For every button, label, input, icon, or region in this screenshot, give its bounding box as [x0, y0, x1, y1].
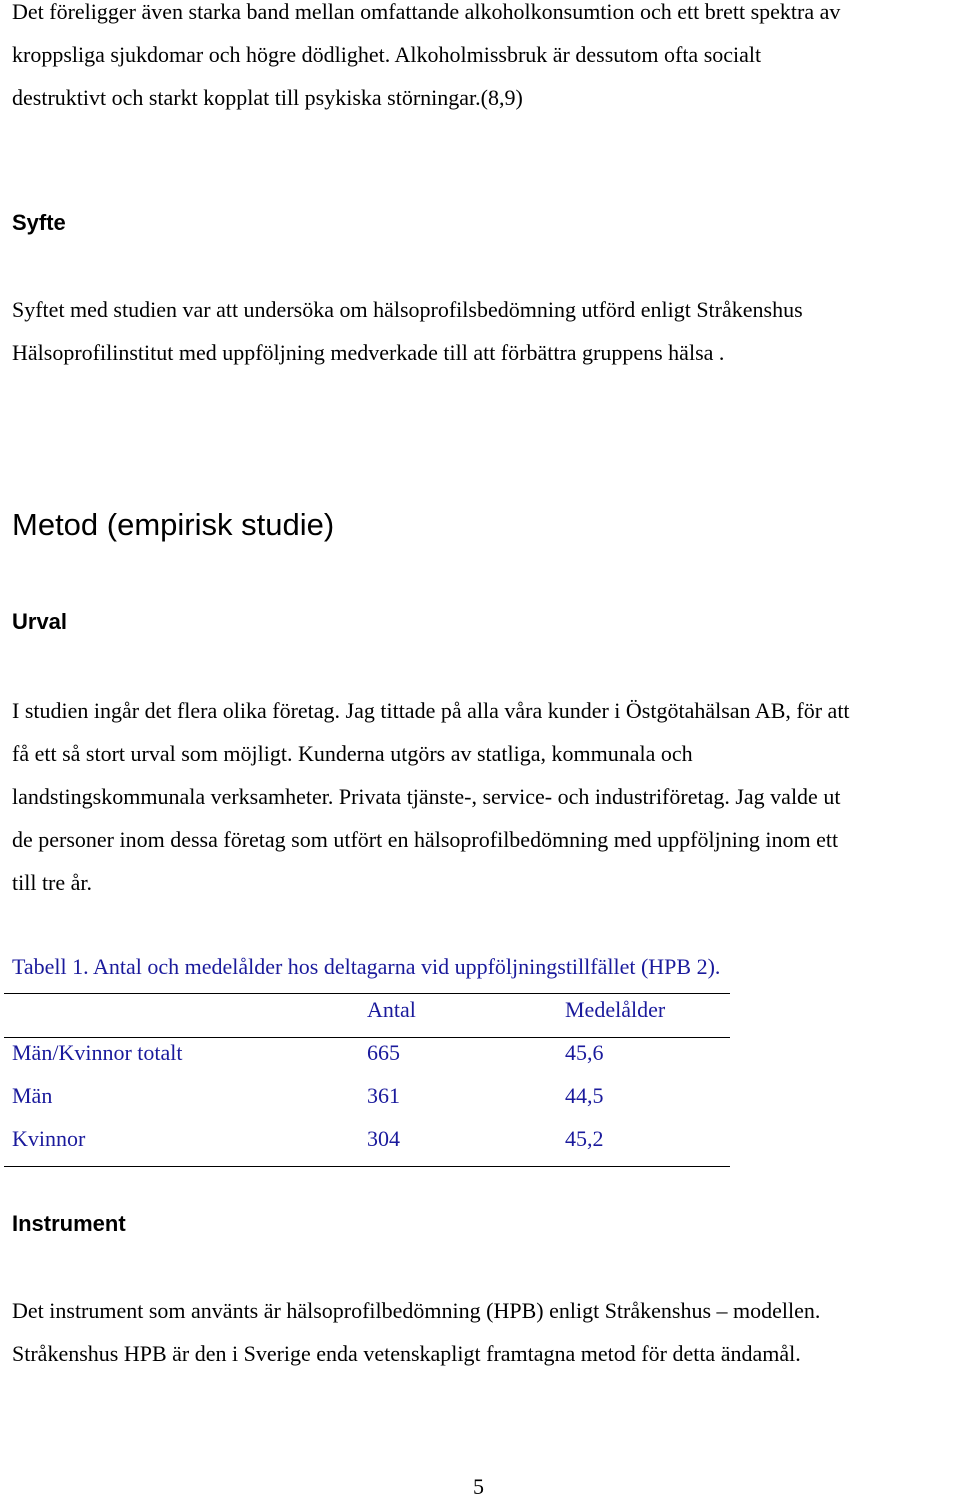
text-line: Stråkenshus HPB är den i Sverige enda vetenskapligt framtagna metod för detta ändamål.	[12, 1341, 801, 1366]
text-line: Syftet med studien var att undersöka om hälsoprofilsbedömning utförd enligt Stråkenshus	[12, 297, 803, 322]
urval-paragraph	[12, 689, 957, 904]
section-heading-syfte: Syfte	[12, 210, 66, 235]
column-header-medelalder: Medelålder	[565, 997, 666, 1022]
cell-medelalder: 45,2	[565, 1126, 604, 1151]
subsection-heading-instrument: Instrument	[12, 1211, 126, 1236]
table-caption: Tabell 1. Antal och medelålder hos deltagarna vid uppföljningstillfället (HPB 2).	[12, 954, 721, 979]
cell-antal: 665	[367, 1040, 400, 1065]
cell-antal: 361	[367, 1083, 400, 1108]
text-line: till tre år.	[12, 870, 93, 895]
text-line: destruktivt och starkt kopplat till psykiska störningar.(8,9)	[12, 85, 523, 110]
text-line: de personer inom dessa företag som utfört en hälsoprofilbedömning med uppföljning inom ett	[12, 827, 839, 852]
text-line: kroppsliga sjukdomar och högre dödlighet. Alkoholmissbruk är dessutom ofta socialt	[12, 42, 762, 67]
syfte-paragraph	[12, 288, 957, 374]
cell-medelalder: 45,6	[565, 1040, 604, 1065]
row-label: Kvinnor	[12, 1126, 86, 1151]
row-label: Män/Kvinnor totalt	[12, 1040, 183, 1065]
subsection-heading-urval: Urval	[12, 609, 68, 634]
cell-antal: 304	[367, 1126, 400, 1151]
text-line: Det instrument som använts är hälsoprofilbedömning (HPB) enligt Stråkenshus – modellen.	[12, 1298, 821, 1323]
cell-medelalder: 44,5	[565, 1083, 604, 1108]
page-number: 5	[473, 1474, 484, 1499]
section-heading-metod: Metod (empirisk studie)	[12, 507, 335, 542]
text-line: Det föreligger även starka band mellan omfattande alkoholkonsumtion och ett brett spektra av	[12, 0, 841, 24]
text-line: Hälsoprofilinstitut med uppföljning medverkade till att förbättra gruppens hälsa .	[12, 340, 725, 365]
text-line: få ett så stort urval som möjligt. Kunderna utgörs av statliga, kommunala och	[12, 741, 693, 766]
text-line: I studien ingår det flera olika företag. Jag tittade på alla våra kunder i Östgötahälsan AB, för att	[12, 698, 850, 723]
row-label: Män	[12, 1083, 53, 1108]
intro-paragraph	[12, 0, 957, 119]
instrument-paragraph	[12, 1289, 957, 1375]
text-line: landstingskommunala verksamheter. Privata tjänste-, service- och industriföretag. Jag valde ut	[12, 784, 841, 809]
column-header-antal: Antal	[367, 997, 416, 1022]
table-top-rule	[4, 993, 730, 994]
table-bottom-rule	[4, 1166, 730, 1167]
